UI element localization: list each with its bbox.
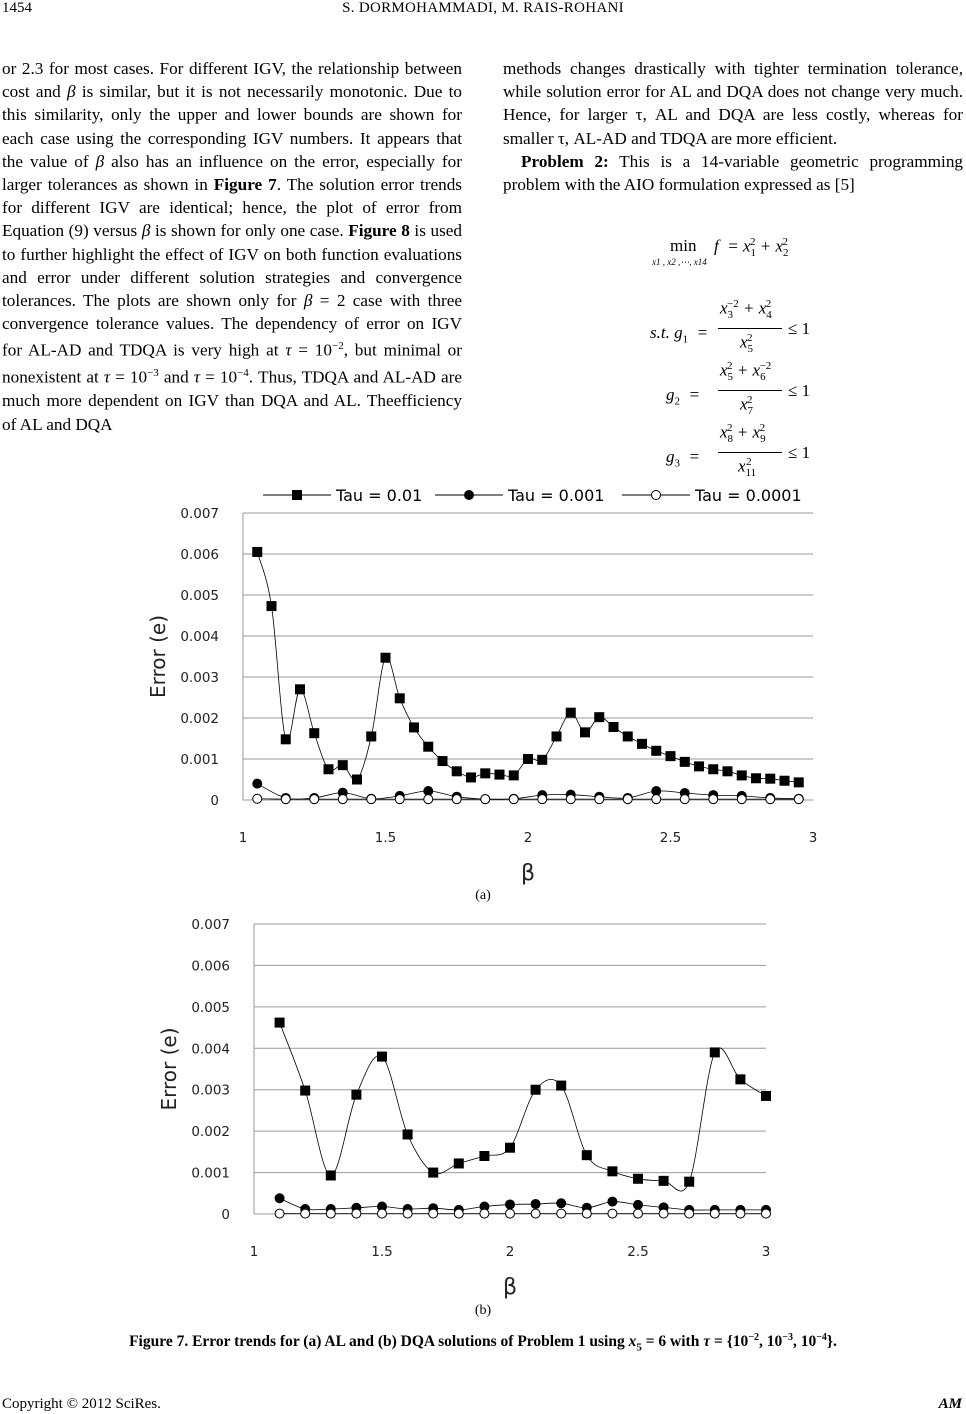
data-point-square bbox=[295, 684, 305, 694]
y-tick-label: 0.006 bbox=[180, 547, 219, 563]
equation-block bbox=[640, 230, 840, 480]
data-point-square bbox=[366, 731, 376, 741]
data-point-square bbox=[495, 770, 505, 780]
data-point-square bbox=[761, 1091, 771, 1101]
journal-abbrev: AM bbox=[938, 1396, 962, 1412]
data-point-square bbox=[737, 770, 747, 780]
data-point-square bbox=[751, 773, 761, 783]
data-point-square bbox=[666, 751, 676, 761]
data-point-open-circle bbox=[652, 491, 661, 500]
data-point-square bbox=[708, 764, 718, 774]
y-tick-label: 0.002 bbox=[191, 1124, 230, 1141]
data-point-filled-circle bbox=[556, 1198, 566, 1208]
data-point-open-circle bbox=[310, 795, 319, 804]
data-point-square bbox=[292, 490, 302, 500]
data-point-square bbox=[428, 1168, 438, 1178]
eq-min-sub: x1 , x2 ,⋯, x14 bbox=[652, 257, 707, 267]
data-point-square bbox=[694, 761, 704, 771]
data-point-square bbox=[480, 768, 490, 778]
data-point-square bbox=[309, 728, 319, 738]
data-point-square bbox=[609, 722, 619, 732]
y-tick-label: 0.004 bbox=[191, 1041, 230, 1058]
data-point-open-circle bbox=[480, 1209, 489, 1218]
data-point-square bbox=[637, 739, 647, 749]
data-point-open-circle bbox=[680, 795, 689, 804]
y-tick-label: 0.001 bbox=[180, 752, 219, 768]
left-column bbox=[2, 57, 462, 436]
chart-a bbox=[0, 486, 966, 890]
y-tick-label: 0.004 bbox=[180, 629, 219, 645]
data-point-square bbox=[395, 693, 405, 703]
y-tick-label: 0.001 bbox=[191, 1165, 230, 1182]
data-point-open-circle bbox=[766, 795, 775, 804]
left-paragraph: or 2.3 for most cases. For different IGV, the relationship between cost and β is similar, but it is not necessarily monotonic. Due to this similarity, only the upper and lower bounds are shown for each case using the corresponding IGV numbers. It appears that the value of β also has an influence on the error, especially for larger tolerances as shown in Figure 7. The solution error trends for different IGV are identical; hence, the plot of error from Equation (9) versus β is shown for only one case. Figure 8 is used to further highlight the effect of IGV on both function evaluations and error under different solution strategies and convergence tolerances. The plots are shown only for β = 2 case with three convergence tolerance values. The dependency of error on IGV for AL-AD and TDQA is very high at $\tau = 10^{-2}$, but minimal or nonexistent at $\tau = 10^{-3}$ and $\tau = 10^{-4}$. Thus, TDQA and AL-AD are much more dependent on IGV than DQA and AL. Theefficiency of AL and DQA bbox=[2, 59, 463, 434]
data-point-square bbox=[680, 757, 690, 767]
data-point-square bbox=[252, 547, 262, 557]
series-1 bbox=[252, 547, 804, 787]
data-point-square bbox=[300, 1086, 310, 1096]
legend-label: Tau = 0.0001 bbox=[695, 486, 802, 505]
panel-a-label: (a) bbox=[475, 888, 491, 903]
data-point-square bbox=[505, 1143, 515, 1153]
right-paragraph-2 bbox=[503, 150, 963, 196]
y-tick-label: 0.007 bbox=[180, 506, 219, 522]
data-point-square bbox=[275, 1018, 285, 1028]
data-point-square bbox=[338, 760, 348, 770]
data-point-square bbox=[409, 722, 419, 732]
eq-g1: s.t. $g_1$ = $x_3^{-2} + x_4^2$ $x_5^2$ ≤ 1 bbox=[650, 298, 811, 356]
figure-caption: Figure 7. Error trends for (a) AL and (b) DQA solutions of Problem 1 using $x_5 = 6$ with $\tau = \{10^{-2}$, $10^{-3}$, $10^{-4}$}. bbox=[129, 1332, 837, 1354]
data-point-open-circle bbox=[685, 1209, 694, 1218]
data-point-square bbox=[735, 1074, 745, 1084]
data-point-filled-circle bbox=[275, 1193, 285, 1203]
data-point-square bbox=[381, 653, 391, 663]
x-tick-label: 2 bbox=[505, 1244, 515, 1260]
data-point-open-circle bbox=[338, 795, 347, 804]
y-tick-label: 0 bbox=[210, 793, 219, 809]
data-point-square bbox=[267, 601, 277, 611]
data-point-open-circle bbox=[623, 795, 632, 804]
data-point-open-circle bbox=[531, 1209, 540, 1218]
data-point-square bbox=[377, 1052, 387, 1062]
data-point-open-circle bbox=[736, 1209, 745, 1218]
x-tick-label: 3 bbox=[761, 1244, 771, 1260]
panel-b-label: (b) bbox=[474, 1303, 492, 1318]
data-point-open-circle bbox=[275, 1209, 284, 1218]
data-point-square bbox=[537, 755, 547, 765]
data-point-square bbox=[452, 766, 462, 776]
data-point-open-circle bbox=[454, 1209, 463, 1218]
data-point-open-circle bbox=[652, 795, 661, 804]
data-point-square bbox=[710, 1047, 720, 1057]
y-tick-label: 0.002 bbox=[180, 711, 219, 727]
eq-g2: $g_2$ = $x_5^2 + x_6^{-2}$ $x_7^2$ ≤ 1 bbox=[666, 360, 811, 418]
data-point-open-circle bbox=[253, 794, 262, 803]
data-point-square bbox=[552, 731, 562, 741]
data-point-square bbox=[594, 712, 604, 722]
x-tick-label: 2.5 bbox=[627, 1244, 649, 1260]
data-point-open-circle bbox=[378, 1209, 387, 1218]
data-point-square bbox=[780, 776, 790, 786]
data-point-open-circle bbox=[367, 795, 376, 804]
data-point-open-circle bbox=[281, 795, 290, 804]
series-1 bbox=[275, 1018, 771, 1191]
data-point-open-circle bbox=[595, 795, 604, 804]
data-point-square bbox=[326, 1170, 336, 1180]
y-tick-label: 0.007 bbox=[191, 917, 230, 933]
x-tick-label: 1 bbox=[249, 1244, 259, 1260]
x-axis-label: β bbox=[520, 861, 536, 886]
page-number: 1454 bbox=[2, 0, 32, 16]
data-point-square bbox=[423, 742, 433, 752]
y-axis-label: Error (e) bbox=[157, 1027, 181, 1111]
data-point-square bbox=[566, 708, 576, 718]
data-point-filled-circle bbox=[531, 1199, 541, 1209]
chart-b bbox=[0, 910, 966, 1300]
data-point-open-circle bbox=[710, 1209, 719, 1218]
y-tick-label: 0.003 bbox=[180, 670, 219, 686]
problem-label: Problem 2: bbox=[521, 151, 609, 171]
data-point-open-circle bbox=[481, 795, 490, 804]
legend-label: Tau = 0.01 bbox=[336, 486, 423, 505]
data-point-filled-circle bbox=[633, 1200, 643, 1210]
data-point-square bbox=[623, 731, 633, 741]
data-point-open-circle bbox=[608, 1209, 617, 1218]
right-column bbox=[503, 57, 963, 196]
data-point-square bbox=[582, 1150, 592, 1160]
data-point-open-circle bbox=[566, 795, 575, 804]
data-point-open-circle bbox=[538, 795, 547, 804]
data-point-square bbox=[651, 746, 661, 756]
data-point-filled-circle bbox=[505, 1199, 515, 1209]
data-point-square bbox=[684, 1177, 694, 1187]
data-point-square bbox=[607, 1166, 617, 1176]
data-point-open-circle bbox=[395, 795, 404, 804]
series-line bbox=[257, 552, 799, 782]
data-point-square bbox=[403, 1129, 413, 1139]
right-paragraph-1: methods changes drastically with tighter termination tolerance, while solution error for AL and DQA does not change very much. Hence, for larger τ, AL and DQA are less costly, whereas for smaller τ, AL-AD and TDQA are more efficient. bbox=[503, 59, 963, 148]
x-axis-label: β bbox=[502, 1275, 518, 1300]
data-point-square bbox=[633, 1174, 643, 1184]
data-point-open-circle bbox=[634, 1209, 643, 1218]
y-tick-label: 0 bbox=[221, 1207, 230, 1223]
data-point-square bbox=[281, 734, 291, 744]
x-tick-label: 2 bbox=[523, 830, 533, 846]
data-point-square bbox=[438, 756, 448, 766]
data-point-open-circle bbox=[737, 795, 746, 804]
data-point-square bbox=[351, 1090, 361, 1100]
data-point-filled-circle bbox=[252, 779, 262, 789]
data-point-square bbox=[324, 764, 334, 774]
data-point-open-circle bbox=[403, 1209, 412, 1218]
data-point-square bbox=[352, 775, 362, 785]
data-point-square bbox=[523, 754, 533, 764]
data-point-square bbox=[509, 770, 519, 780]
data-point-open-circle bbox=[709, 795, 718, 804]
data-point-open-circle bbox=[424, 795, 433, 804]
data-point-open-circle bbox=[762, 1209, 771, 1218]
problem-text: This is a 14-variable geometric programming problem with the AIO formulation expressed as [5] bbox=[503, 151, 964, 195]
data-point-square bbox=[454, 1158, 464, 1168]
data-point-square bbox=[479, 1151, 489, 1161]
data-point-square bbox=[556, 1081, 566, 1091]
data-point-square bbox=[580, 727, 590, 737]
data-point-open-circle bbox=[509, 795, 518, 804]
eq-min: min bbox=[670, 236, 697, 255]
running-title: S. DORMOHAMMADI, M. RAIS-ROHANI bbox=[342, 0, 624, 16]
y-axis-label: Error (e) bbox=[146, 614, 170, 699]
x-tick-label: 2.5 bbox=[659, 830, 682, 846]
y-tick-label: 0.005 bbox=[191, 999, 230, 1016]
data-point-open-circle bbox=[557, 1209, 566, 1218]
y-tick-label: 0.005 bbox=[180, 588, 219, 604]
data-point-open-circle bbox=[659, 1209, 668, 1218]
data-point-open-circle bbox=[429, 1209, 438, 1218]
x-tick-label: 1 bbox=[238, 830, 248, 846]
y-tick-label: 0.003 bbox=[191, 1082, 230, 1099]
data-point-open-circle bbox=[452, 795, 461, 804]
copyright: Copyright © 2012 SciRes. bbox=[2, 1396, 161, 1412]
data-point-filled-circle bbox=[464, 490, 474, 500]
eq-g3: $g_3$ = $x_8^2 + x_9^2$ $x_{11}^2$ ≤ 1 bbox=[666, 422, 811, 480]
legend-label: Tau = 0.001 bbox=[508, 486, 605, 505]
data-point-square bbox=[794, 777, 804, 787]
data-point-open-circle bbox=[794, 795, 803, 804]
x-tick-label: 1.5 bbox=[371, 1244, 393, 1260]
data-point-open-circle bbox=[506, 1209, 515, 1218]
data-point-square bbox=[765, 774, 775, 784]
x-tick-label: 3 bbox=[808, 830, 818, 846]
series-2 bbox=[275, 1193, 771, 1215]
data-point-open-circle bbox=[352, 1209, 361, 1218]
data-point-square bbox=[466, 772, 476, 782]
legend bbox=[263, 486, 802, 505]
y-tick-label: 0.006 bbox=[191, 958, 230, 975]
eq-objective: $f = x_1^2 + x_2^2$ bbox=[714, 236, 789, 260]
data-point-open-circle bbox=[326, 1209, 335, 1218]
data-point-filled-circle bbox=[607, 1197, 617, 1207]
data-point-open-circle bbox=[582, 1209, 591, 1218]
data-point-open-circle bbox=[301, 1209, 310, 1218]
data-point-square bbox=[531, 1085, 541, 1095]
x-tick-label: 1.5 bbox=[374, 830, 397, 846]
data-point-square bbox=[723, 766, 733, 776]
data-point-square bbox=[659, 1176, 669, 1186]
